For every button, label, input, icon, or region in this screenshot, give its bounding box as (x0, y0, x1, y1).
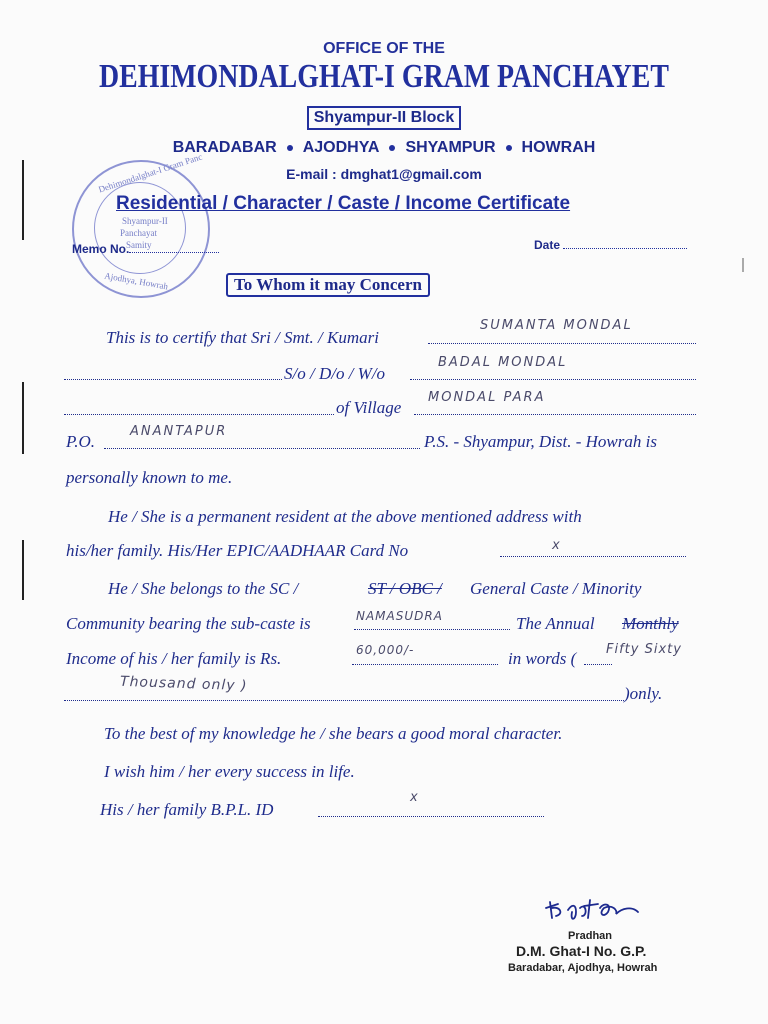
block-box (0, 106, 768, 130)
body-line-8b-struck: ST / OBC / (368, 579, 442, 598)
body-line-4b: P.S. - Shyampur, Dist. - Howrah is (424, 432, 657, 451)
date-field (534, 238, 687, 252)
seal-mid-text: Shyampur-II (122, 216, 168, 226)
body-line-10b: in words ( (508, 649, 577, 668)
handwritten-subcaste: NAMASUDRA (356, 609, 443, 623)
handwritten-father: BADAL MONDAL (438, 355, 568, 370)
body-line-12: To the best of my knowledge he / she bears a good moral character. (104, 724, 563, 743)
panchayat-seal (72, 151, 210, 298)
handwritten-name: SUMANTA MONDAL (480, 318, 633, 333)
body-line-14: His / her family B.P.L. ID (100, 800, 274, 819)
dotted-line (414, 414, 696, 415)
seal-mid-text: Samity (126, 240, 152, 250)
body-line-13: I wish him / her every success in life. (104, 762, 355, 781)
seal-top-text: Dehimondalghat-I Gram Panc (97, 151, 204, 195)
dotted-line (428, 343, 696, 344)
memo-label: Memo No. (72, 242, 130, 256)
body-line-9b: The Annual (516, 614, 595, 633)
dotted-line (354, 629, 510, 630)
dotted-line (104, 448, 420, 449)
body-line-8c: General Caste / Minority (470, 579, 642, 598)
certificate-title: Residential / Character / Caste / Income Certificate (116, 193, 571, 214)
handwritten-epic-mark: x (552, 538, 562, 553)
dotted-line (64, 700, 624, 701)
date-label: Date (534, 238, 561, 252)
seal-mid-text: Panchayat (120, 228, 157, 238)
handwritten-village: MONDAL PARA (428, 390, 546, 405)
heading: To Whom it may Concern (226, 273, 430, 297)
body-line-6: He / She is a permanent resident at the above mentioned address with (108, 507, 582, 526)
dotted-line (410, 379, 696, 380)
scan-edge (22, 382, 24, 454)
body-line-8a: He / She belongs to the SC / (108, 579, 299, 598)
signatory-office: D.M. Ghat-I No. G.P. (516, 943, 647, 959)
scan-edge (742, 258, 744, 272)
body-line-5: personally known to me. (66, 468, 233, 487)
bullet-icon (287, 145, 293, 151)
bullet-icon (389, 145, 395, 151)
body-line-11: )only. (624, 684, 663, 703)
body-line-9: Community bearing the sub-caste is (66, 614, 311, 633)
email-line: E-mail : dmghat1@gmail.com (286, 166, 482, 182)
block-name: Shyampur-II Block (307, 106, 461, 130)
dotted-line (64, 379, 282, 380)
dotted-line (500, 556, 686, 557)
places-line (0, 139, 768, 157)
handwritten-words-1: Fifty Sixty (606, 642, 682, 657)
body-line-3: of Village (336, 398, 402, 417)
dotted-line (584, 664, 612, 665)
dotted-line (352, 664, 498, 665)
seal-bottom-text: Ajodhya, Howrah (103, 270, 169, 292)
place-item: BARADABAR (172, 139, 277, 156)
place-item: SHYAMPUR (405, 139, 496, 156)
heading-box (226, 273, 430, 297)
pradhan-signature (542, 890, 678, 926)
panchayet-name: DEHIMONDALGHAT-I GRAM PANCHAYET (98, 58, 670, 95)
body-line-4a: P.O. (66, 432, 95, 451)
pradhan-label: Pradhan (568, 930, 613, 942)
memo-field (72, 242, 219, 256)
handwritten-words-2: Thousand only ) (119, 673, 248, 695)
body-line-7: his/her family. His/Her EPIC/AADHAAR Card No (66, 541, 409, 560)
place-item: HOWRAH (521, 139, 596, 156)
dotted-line (318, 816, 544, 817)
handwritten-po: ANANTAPUR (130, 424, 228, 439)
body-line-1: This is to certify that Sri / Smt. / Kumari (106, 328, 379, 347)
handwritten-income: 60,000/- (356, 643, 415, 657)
handwritten-bpl-mark: x (410, 790, 420, 805)
place-item: AJODHYA (302, 139, 380, 156)
office-of-label: OFFICE OF THE (323, 40, 445, 57)
body-line-2: S/o / D/o / W/o (284, 364, 386, 383)
scan-edge (22, 540, 24, 600)
body-line-10: Income of his / her family is Rs. (66, 649, 282, 668)
body-line-9c-struck: Monthly (622, 614, 679, 633)
bullet-icon (506, 145, 512, 151)
signatory-address: Baradabar, Ajodhya, Howrah (508, 962, 658, 974)
dotted-line (64, 414, 334, 415)
